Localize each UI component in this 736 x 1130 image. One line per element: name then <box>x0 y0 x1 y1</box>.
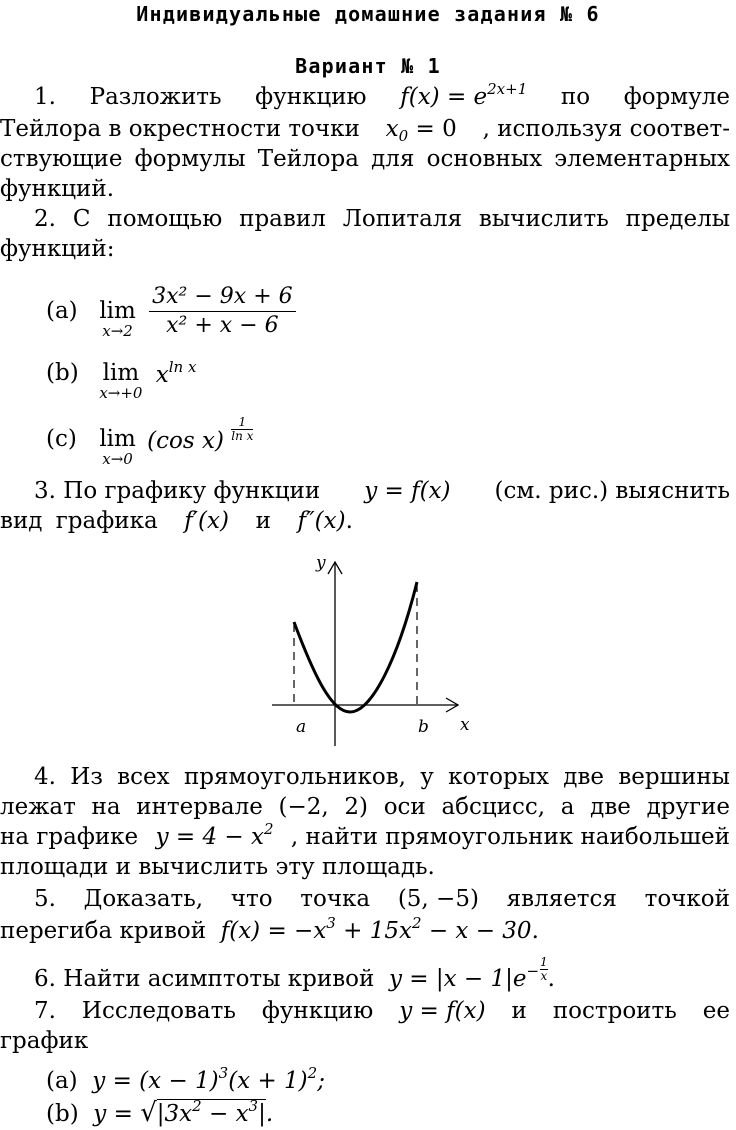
problem-1-line-3: ствующие формулы Тейлора для основных элементарных <box>0 146 730 172</box>
problem-3-line-2: вид графика f′(x) и f″(x). <box>0 508 353 534</box>
limit-a: (a) lim x→2 $\frac{\text{3x² − 9x + 6}}{\text{x² + x − 6}}$ <box>46 282 296 340</box>
point-a-label: a <box>296 717 307 737</box>
point-b-label: b <box>418 717 429 737</box>
problem-4-line-1: 4. Из всех прямоугольников, у которых две вершины <box>34 764 730 790</box>
x-axis-label: x <box>460 715 470 735</box>
problem-7-item-a: (a) $y = (x - 1)^3(x + 1)^2$; <box>46 1064 325 1094</box>
problem-1-line-4: функций. <box>0 176 115 202</box>
page-title: Индивидуальные домашние задания № 6 <box>136 2 600 26</box>
formula-fx: $f(x) = e^{2x+1}$ <box>400 80 528 110</box>
problem-2-line-2: функций: <box>0 236 115 262</box>
problem-7-line-2: график <box>0 1028 89 1054</box>
problem-7-line-1: 7. Исследовать функцию y = f(x) и построить ее <box>34 998 730 1024</box>
curve <box>294 582 417 712</box>
problem-5-line-1: 5. Доказать, что точка (5, −5) является точкой <box>34 886 730 912</box>
variant-title: Вариант № 1 <box>295 54 441 78</box>
limit-c: (c) lim x→0 (cos x) $\frac{1}{\text{ln x}}$ <box>46 415 254 468</box>
problem-4-line-4: площади и вычислить эту площадь. <box>0 854 435 880</box>
y-axis-label: y <box>316 553 326 573</box>
problem-5-line-2: перегиба кривой $f(x) = -x^3 + 15x^2 - x - 30$. <box>0 914 539 944</box>
problem-6: 6. Найти асимптоты кривой y = |x − 1|e− $\frac{1}{x}$. <box>34 955 555 992</box>
problem-3-line-1: 3. По графику функции y = f(x) (см. рис.) выяснить <box>34 478 730 504</box>
problem-2-line-1: 2. С помощью правил Лопиталя вычислить пределы <box>34 206 730 232</box>
problem-4-line-2: лежат на интервале (−2, 2) оси абсцисс, а две другие <box>0 794 730 820</box>
limit-b: (b) lim x→+0 $x^{ln x}$ <box>46 358 197 402</box>
problem-7-item-b: (b) $y = √|3x^2 - x^3|$. <box>46 1097 274 1128</box>
problem-1-line-1: 1. Разложить функцию $f(x) = e^{2x+1}$ по формуле <box>34 80 730 110</box>
problem-1-line-2: Тейлора в окрестности точки $x_0 = 0$ , используя соответ- <box>0 116 730 145</box>
problem-4-line-3: на графике $y = 4 - x^2$ , найти прямоугольник наибольшей <box>0 820 730 850</box>
function-graph <box>260 548 480 748</box>
